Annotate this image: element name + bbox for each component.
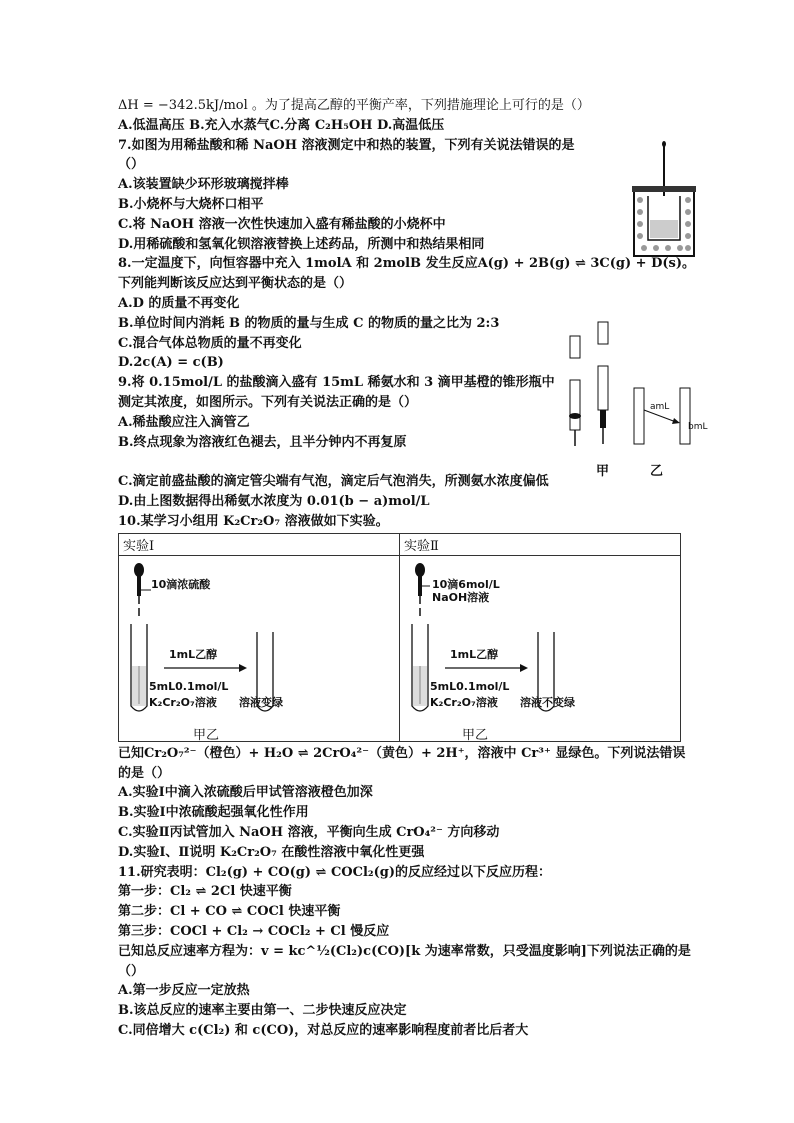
option: D.用稀硫酸和氢氧化钡溶液替换上述药品，所测中和热结果相同 — [118, 236, 485, 252]
option: D.实验Ⅰ、Ⅱ说明 K₂Cr₂O₇ 在酸性溶液中氧化性更强 — [118, 844, 425, 860]
line: （） — [118, 157, 145, 173]
question-7: 7.如图为用稀盐酸和稀 NaOH 溶液测定中和热的装置，下列有关说法错误的是 — [118, 137, 575, 153]
question-8: 8.一定温度下，向恒容器中充入 1molA 和 2molB 发生反应A(g) + 2B(g) ⇌ 3C(g) + D(s)。 — [118, 256, 695, 272]
line: 测定其浓度，如图所示。下列有关说法正确的是（） — [118, 394, 418, 410]
line: （） — [118, 963, 145, 979]
rate-equation: 已知总反应速率方程为：v = kc^½(Cl₂)c(CO)[k 为速率常数，只受温度影响]下列说法正确的是 — [118, 943, 691, 959]
question-9: 9.将 0.15mol/L 的盐酸滴入盛有 15mL 稀氨水和 3 滴甲基橙的锥形瓶中 — [118, 375, 555, 391]
calorimeter-figure — [626, 140, 702, 262]
table-header: 实验Ⅱ — [400, 533, 681, 555]
question-11: 11.研究表明：Cl₂(g) + CO(g) ⇌ COCl₂(g)的反应经过以下反应历程： — [118, 864, 551, 880]
option: D.由上图数据得出稀氨水浓度为 0.01(b − a)mol/L — [118, 494, 430, 510]
solution-label: 5mL0.1mol/L — [430, 679, 510, 693]
option: A.实验Ⅰ中滴入浓硫酸后甲试管溶液橙色加深 — [118, 785, 373, 801]
option: B.实验Ⅰ中浓硫酸起强氧化性作用 — [118, 805, 309, 821]
result-label: 溶液不变绿 — [520, 695, 575, 709]
tube-label: 甲乙 — [462, 727, 489, 743]
option: C.混合气体总物质的量不再变化 — [118, 335, 302, 351]
result-label: 溶液变绿 — [239, 695, 283, 709]
option: A.该装置缺少环形玻璃搅拌棒 — [118, 177, 289, 193]
solution-label: 5mL0.1mol/L — [149, 679, 229, 693]
reading-a: amL — [650, 402, 670, 412]
question-page — [118, 96, 695, 1041]
option: B.终点现象为溶液红色褪去，且半分钟内不再复原 — [118, 434, 407, 450]
tube-label: 甲乙 — [193, 727, 220, 743]
experiment-1-cell — [119, 555, 400, 741]
solution-label: K₂Cr₂O₇溶液 — [149, 695, 217, 709]
table-header: 实验Ⅰ — [119, 533, 400, 555]
option: C.滴定前盛盐酸的滴定管尖端有气泡，滴定后气泡消失，所测氨水浓度偏低 — [118, 474, 549, 490]
option: C.同倍增大 c(Cl₂) 和 c(CO)，对总反应的速率影响程度前者比后者大 — [118, 1022, 529, 1038]
line: A.低温高压 B.充入水蒸气C.分离 C₂H₅OH D.高温低压 — [118, 117, 445, 133]
reagent-label: 1mL乙醇 — [169, 647, 218, 661]
step: 第二步：Cl + CO ⇌ COCl 快速平衡 — [118, 904, 341, 920]
option: B.该总反应的速率主要由第一、二步快速反应决定 — [118, 1003, 407, 1019]
reagent-label: 1mL乙醇 — [450, 647, 499, 661]
step: 第一步：Cl₂ ⇌ 2Cl 快速平衡 — [118, 884, 292, 900]
option: B.单位时间内消耗 B 的物质的量与生成 C 的物质的量之比为 2:3 — [118, 315, 500, 331]
burette-label-yi: 乙 — [650, 464, 664, 479]
option: A.稀盐酸应注入滴管乙 — [118, 414, 250, 430]
burette-label-jia: 甲 — [596, 464, 610, 479]
known-condition: 已知Cr₂O₇²⁻（橙色）+ H₂O ⇌ 2CrO₄²⁻（黄色）+ 2H⁺，溶液中 Cr³⁺ 显绿色。下列说法错误 — [118, 745, 686, 761]
step: 第三步：COCl + Cl₂ → COCl₂ + Cl 慢反应 — [118, 923, 390, 939]
reagent-label: NaOH溶液 — [432, 590, 490, 604]
solution-label: K₂Cr₂O₇溶液 — [430, 695, 498, 709]
option: C.实验Ⅱ丙试管加入 NaOH 溶液，平衡向生成 CrO₄²⁻ 方向移动 — [118, 824, 500, 840]
option: C.将 NaOH 溶液一次性快速加入盛有稀盐酸的小烧杯中 — [118, 216, 446, 232]
experiment-2-cell — [400, 555, 681, 741]
option: A.D 的质量不再变化 — [118, 295, 240, 311]
reagent-label: 10滴浓硫酸 — [151, 577, 211, 591]
option: A.第一步反应一定放热 — [118, 983, 250, 999]
experiment-table — [118, 533, 681, 742]
option: D.2c(A) = c(B) — [118, 355, 224, 371]
reagent-label: 10滴6mol/L — [432, 577, 500, 591]
question-10: 10.某学习小组用 K₂Cr₂O₇ 溶液做如下实验。 — [118, 513, 389, 529]
burette-figure — [560, 318, 700, 458]
line: ΔH = −342.5kJ/mol 。为了提高乙醇的平衡产率，下列措施理论上可行的是（） — [118, 98, 590, 113]
line: 下列能判断该反应达到平衡状态的是（） — [118, 276, 353, 292]
reading-b: bmL — [688, 422, 708, 432]
option: B.小烧杯与大烧杯口相平 — [118, 196, 264, 212]
line: 的是（） — [118, 765, 171, 781]
